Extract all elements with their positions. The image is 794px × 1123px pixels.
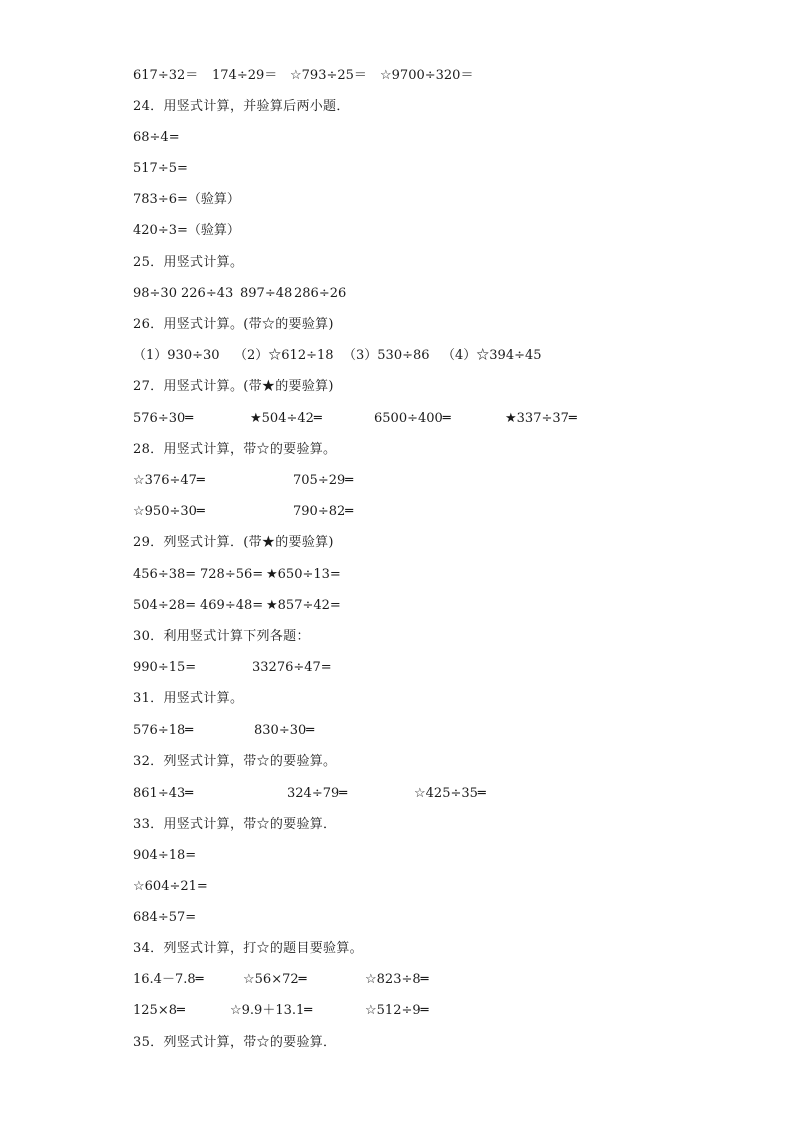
question-heading-q27: 27．用竖式计算。(带★的要验算) (133, 379, 334, 394)
problem-expression: 705÷29═ (293, 473, 354, 488)
problem-expression: ☆512÷9═ (365, 1003, 429, 1018)
problem-expression: 861÷43═ (133, 786, 194, 801)
problem-expression: 98÷30 (133, 286, 177, 301)
question-heading-q24: 24．用竖式计算，并验算后两小题． (133, 99, 350, 114)
problem-expression: ☆376÷47═ (133, 473, 205, 488)
problem-expression: ☆823÷8═ (365, 972, 429, 987)
question-heading-q25: 25．用竖式计算。 (133, 255, 244, 270)
question-heading-q26: 26．用竖式计算。(带☆的要验算) (133, 317, 334, 332)
problem-expression: 830÷30═ (254, 723, 315, 738)
problem-expression: 504÷28= (133, 598, 197, 613)
problem-expression: 226÷43 (181, 286, 234, 301)
problem-expression: ☆604÷21= (133, 879, 208, 894)
problem-expression: 286÷26 (294, 286, 347, 301)
problem-expression: 324÷79═ (287, 786, 348, 801)
problem-expression: （1）930÷30 (133, 348, 220, 363)
question-heading-q31: 31．用竖式计算。 (133, 691, 244, 706)
question-heading-q28: 28．用竖式计算，带☆的要验算。 (133, 442, 337, 457)
problem-expression: （4）☆394÷45 (442, 348, 542, 363)
problem-expression: 897÷48 (240, 286, 293, 301)
problem-expression: 16.4－7.8═ (133, 972, 204, 987)
problem-expression: 990÷15= (133, 660, 197, 675)
problem-expression: （3）530÷86 (343, 348, 430, 363)
problem-expression: 33276÷47= (252, 660, 332, 675)
question-heading-q33: 33．用竖式计算，带☆的要验算． (133, 817, 337, 832)
problem-expression: 728÷56= (200, 567, 264, 582)
problem-expression: 517÷5= (133, 161, 188, 176)
problem-expression: ★337÷37═ (505, 411, 577, 426)
question-heading-q29: 29．列竖式计算．(带★的要验算) (133, 535, 334, 550)
problem-expression: 125×8═ (133, 1003, 185, 1018)
question-heading-q32: 32．列竖式计算，带☆的要验算。 (133, 754, 337, 769)
problem-expression: 456÷38= (133, 567, 197, 582)
problem-expression: 174÷29＝ (212, 68, 278, 83)
problem-expression: 6500÷400═ (374, 411, 451, 426)
problem-expression: （2）☆612÷18 (234, 348, 334, 363)
problem-expression: ☆425÷35═ (414, 786, 486, 801)
problem-expression: ☆9.9＋13.1═ (230, 1003, 313, 1018)
problem-expression: ☆950÷30═ (133, 504, 205, 519)
problem-expression: 469÷48= (200, 598, 264, 613)
problem-expression: ☆56×72═ (243, 972, 307, 987)
problem-expression: 904÷18= (133, 848, 197, 863)
problem-expression: 783÷6=（验算） (133, 192, 240, 207)
problem-expression: ★857÷42= (266, 598, 341, 613)
problem-expression: 617÷32＝ (133, 68, 199, 83)
question-heading-q30: 30．利用竖式计算下列各题： (133, 629, 310, 644)
problem-expression: 576÷30═ (133, 411, 194, 426)
problem-expression: ☆793÷25＝ (290, 68, 367, 83)
problem-expression: ★504÷42═ (250, 411, 322, 426)
problem-expression: ☆9700÷320＝ (380, 68, 474, 83)
problem-expression: 420÷3=（验算） (133, 223, 240, 238)
question-heading-q34: 34．列竖式计算，打☆的题目要验算。 (133, 941, 363, 956)
problem-expression: 684÷57= (133, 910, 197, 925)
problem-expression: 68÷4= (133, 130, 180, 145)
question-heading-q35: 35．列竖式计算，带☆的要验算． (133, 1035, 337, 1050)
problem-expression: 576÷18═ (133, 723, 194, 738)
problem-expression: ★650÷13= (266, 567, 341, 582)
problem-expression: 790÷82═ (293, 504, 354, 519)
